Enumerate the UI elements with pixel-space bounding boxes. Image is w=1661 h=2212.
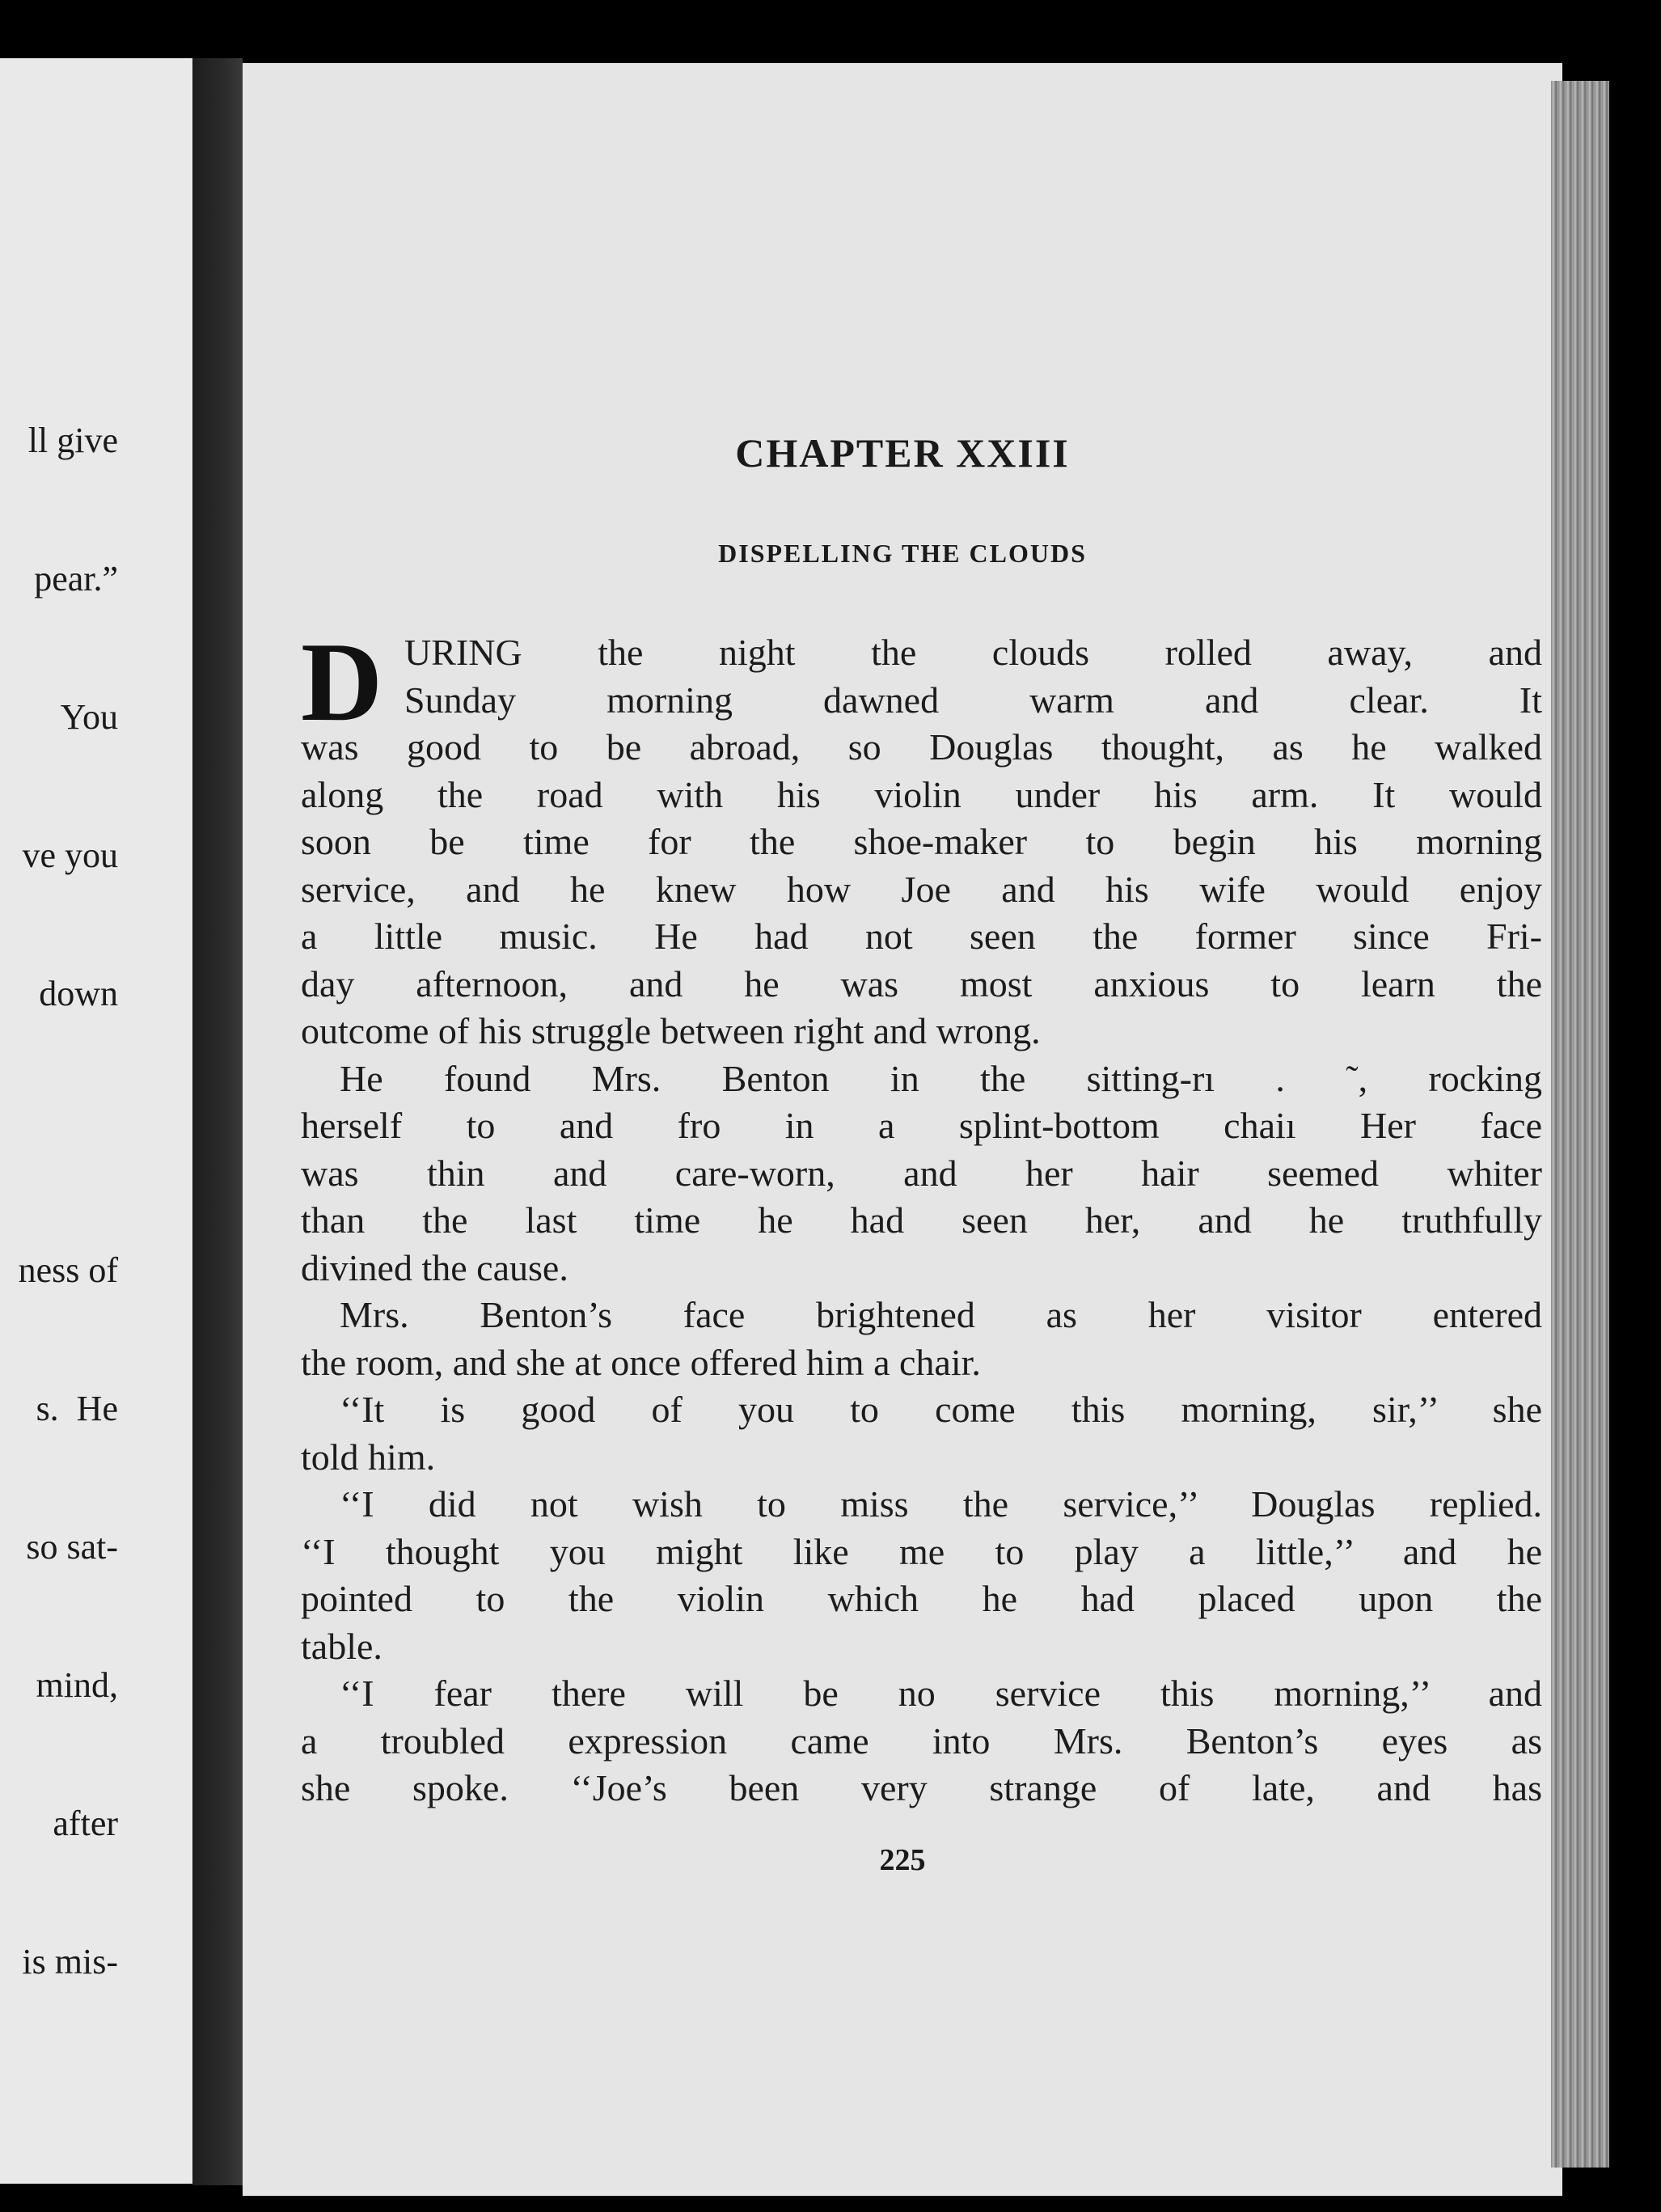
chapter-subtitle: DISPELLING THE CLOUDS bbox=[718, 539, 1087, 568]
chapter-title: CHAPTER XXIII bbox=[735, 430, 1070, 476]
text-line: herself to and fro in a splint-bottom chaiı Her face bbox=[301, 1105, 1542, 1146]
left-line: pear.” bbox=[34, 559, 118, 598]
left-page-text bbox=[19, 325, 118, 2077]
right-page bbox=[243, 63, 1562, 2196]
left-line: is mis- bbox=[22, 1942, 118, 1981]
text-line: service, and he knew how Joe and his wife would enjoy bbox=[301, 868, 1542, 910]
text-line: table. bbox=[301, 1625, 382, 1667]
text-line: she spoke. ‘‘Joe’s been very strange of late, and has bbox=[301, 1767, 1542, 1808]
text-line: Sunday morning dawned warm and clear. It bbox=[404, 679, 1542, 721]
text-line: pointed to the violin which he had placed upon the bbox=[301, 1578, 1542, 1619]
body-text bbox=[301, 620, 1542, 1812]
left-line: so sat- bbox=[26, 1527, 118, 1567]
book-gutter bbox=[192, 58, 243, 2185]
text-line: was thin and care-worn, and her hair seemed whiter bbox=[301, 1152, 1542, 1194]
left-line: down bbox=[39, 974, 118, 1013]
text-line: ‘‘I thought you might like me to play a little,’’ and he bbox=[301, 1530, 1542, 1572]
text-line: soon be time for the shoe-maker to begin his morning bbox=[301, 821, 1542, 862]
text-line: than the last time he had seen her, and he truthfully bbox=[301, 1199, 1542, 1241]
text-line: along the road with his violin under his arm. It would bbox=[301, 773, 1542, 815]
left-line: s. He bbox=[36, 1389, 118, 1428]
text-line: told him. bbox=[301, 1436, 436, 1478]
left-line bbox=[19, 1109, 118, 1155]
text-line: day afternoon, and he was most anxious to learn the bbox=[301, 962, 1542, 1004]
left-line: You bbox=[60, 697, 118, 737]
page-edges bbox=[1551, 81, 1609, 2168]
text-line: ‘‘I did not wish to miss the service,’’ Douglas replied. bbox=[340, 1483, 1542, 1525]
left-line: ness of bbox=[18, 1250, 118, 1290]
text-line: Mrs. Benton’s face brightened as her visitor entered bbox=[340, 1294, 1542, 1335]
text-line: divined the cause. bbox=[301, 1246, 568, 1288]
text-line: He found Mrs. Benton in the sitting-rı . ˜, rocking bbox=[340, 1057, 1542, 1099]
text-line: outcome of his struggle between right and wrong. bbox=[301, 1010, 1041, 1051]
text-line: ‘‘I fear there will be no service this morning,’’ and bbox=[340, 1673, 1542, 1714]
drop-cap: D bbox=[301, 620, 383, 745]
text-line: URING the night the clouds rolled away, and bbox=[404, 632, 1542, 673]
text-line: the room, and she at once offered him a chair. bbox=[301, 1341, 981, 1383]
left-line: after bbox=[53, 1804, 118, 1843]
page-number: 225 bbox=[879, 1843, 926, 1877]
text-line: was good to be abroad, so Douglas thought, as he walked bbox=[301, 726, 1542, 768]
left-line: ve you bbox=[22, 835, 118, 875]
text-line: a little music. He had not seen the former since Fri- bbox=[301, 916, 1542, 957]
text-line: ‘‘It is good of you to come this morning, sir,’’ she bbox=[340, 1389, 1542, 1430]
left-line: mind, bbox=[36, 1665, 118, 1705]
text-line: a troubled expression came into Mrs. Benton’s eyes as bbox=[301, 1719, 1542, 1762]
left-line: ll give bbox=[27, 421, 118, 460]
left-page bbox=[0, 58, 192, 2184]
